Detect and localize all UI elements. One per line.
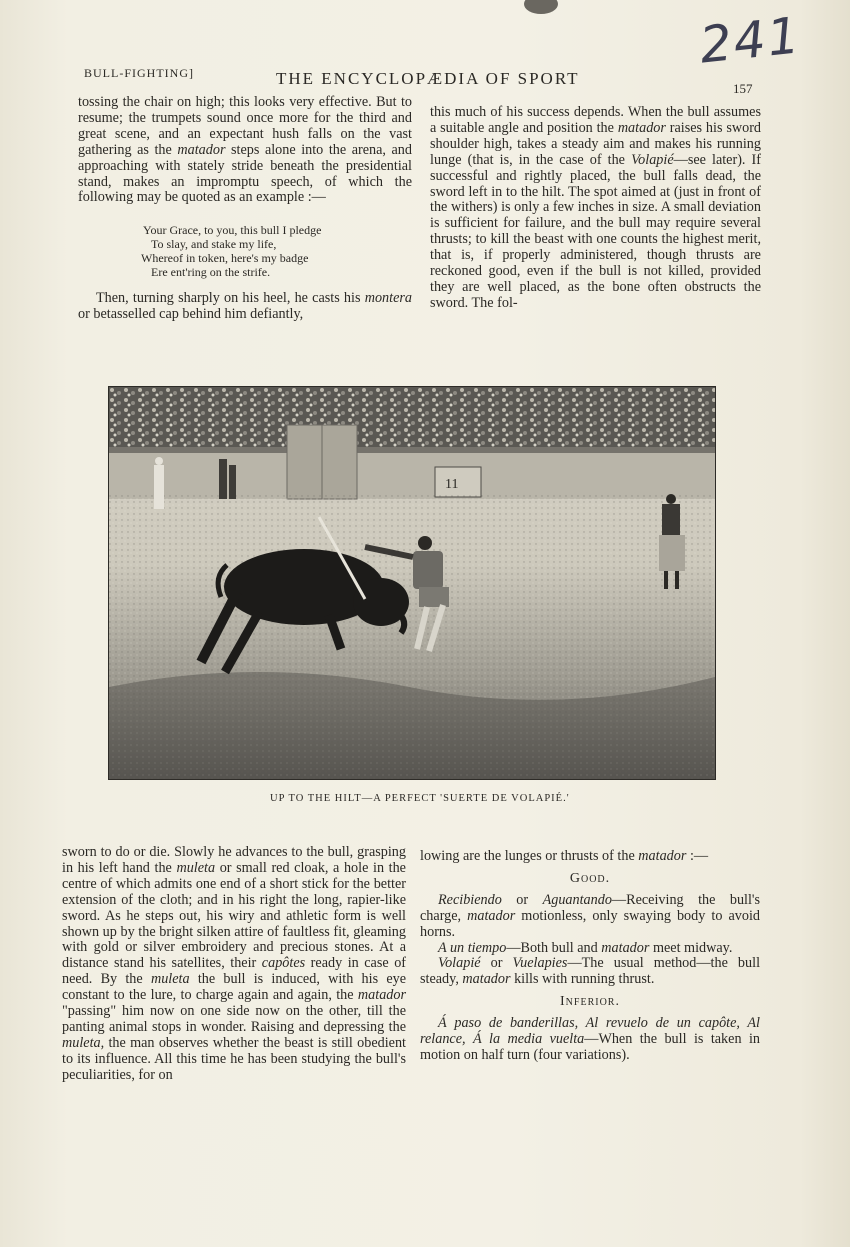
figure-caption: UP TO THE HILT—A PERFECT 'SUERTE DE VOLAPIÉ.' <box>270 793 570 804</box>
heading-inferior: Inferior. <box>560 994 620 1010</box>
bullfight-photograph <box>108 386 716 780</box>
barrier-wall <box>109 447 715 499</box>
handwritten-page-number: 241 <box>697 6 804 75</box>
paragraph: Then, turning sharply on his heel, he casts his montera or betasselled cap behind him defiantly, <box>78 290 412 323</box>
verse-quote <box>78 223 412 279</box>
verse-line: To slay, and stake my life, <box>151 237 277 252</box>
bullfight-illustration <box>109 387 715 779</box>
heading-good: Good. <box>569 870 611 886</box>
verse-line: Whereof in token, here's my badge <box>141 251 309 266</box>
lunge-entry: Recibiendo or Aguantando—Receiving the bull's charge, matador motionless, only swaying body to avoid horns. <box>420 891 761 940</box>
barrier-sign-text: 11 <box>445 477 459 492</box>
lunge-entry: Á paso de banderillas, Al revuelo de un capôte, Al relance, Á la media vuelta—When the bull is taken in motion on half turn (four variations). <box>420 1015 760 1063</box>
lunge-entry: Volapié or Vuelapies—The usual method—the bull steady, matador kills with running thrust. <box>420 955 761 988</box>
lunge-entry: A un tiempo—Both bull and matador meet midway. <box>438 939 733 956</box>
paragraph: lowing are the lunges or thrusts of the matador :— <box>420 848 709 864</box>
paragraph: sworn to do or die. Slowly he advances to the bull, grasping in his left hand the muleta or small red cloak, a hole in the centre of which admits one end of a short stick for the better extension of the cloth; and in his right the long, rapier-like sword. As he steps out, his wiry and athletic form is well shown up by the bright silken attire of faultless fit, gleaming with gold or silver embroidery and precious stones. At a distance stand his satellites, their capôtes ready in case of need. By the muleta the bull is induced, with his eye constant to the lure, to charge again and again, the matador "passing" him now on one side now on the other, till the panting animal stops in wonder. Raising and depressing the muleta, the man observes whether the beast is still obedient to its influence. All this time he has been studying the bull's peculiarities, for on <box>62 844 407 1083</box>
paragraph: tossing the chair on high; this looks very effective. But to resume; the trumpets sound once more for the third and great scene, and an expectant hush falls on the vast gathering as the matador steps alone into the arena, and approaching with stately stride beneath the presidential stand, makes an impromptu speech, of which the following may be quoted as an example :— <box>78 94 412 206</box>
paper-hole <box>524 0 558 14</box>
verse-line: Ere ent'ring on the strife. <box>151 265 271 280</box>
running-head-section: BULL-FIGHTING] <box>84 66 194 80</box>
page-number: 157 <box>733 81 753 96</box>
column-bottom-left <box>62 845 406 1084</box>
crowd-stands <box>109 387 715 451</box>
running-head-title: THE ENCYCLOPÆDIA OF SPORT <box>276 69 580 88</box>
verse-line: Your Grace, to you, this bull I pledge <box>143 223 322 238</box>
column-bottom-right <box>420 849 760 1064</box>
column-top-left <box>78 95 412 323</box>
paragraph: this much of his success depends. When the bull assumes a suitable angle and position the matador raises his sword shoulder high, takes a steady aim and makes his running lunge (that is, in the case of the Volapié—see later). If successful and rightly placed, the bull falls dead, the sword left in to the hilt. The spot aimed at (just in front of the withers) is only a few inches in size. A small deviation is sufficient for failure, and the bull may require several thrusts; to kill the beast with one counts the highest merit, that is, if properly administered, though thrusts are reckoned good, even if the bull is not killed, provided they are well placed, as the bone often obstructs the sword. The fol- <box>430 104 762 311</box>
column-top-right <box>430 105 761 312</box>
